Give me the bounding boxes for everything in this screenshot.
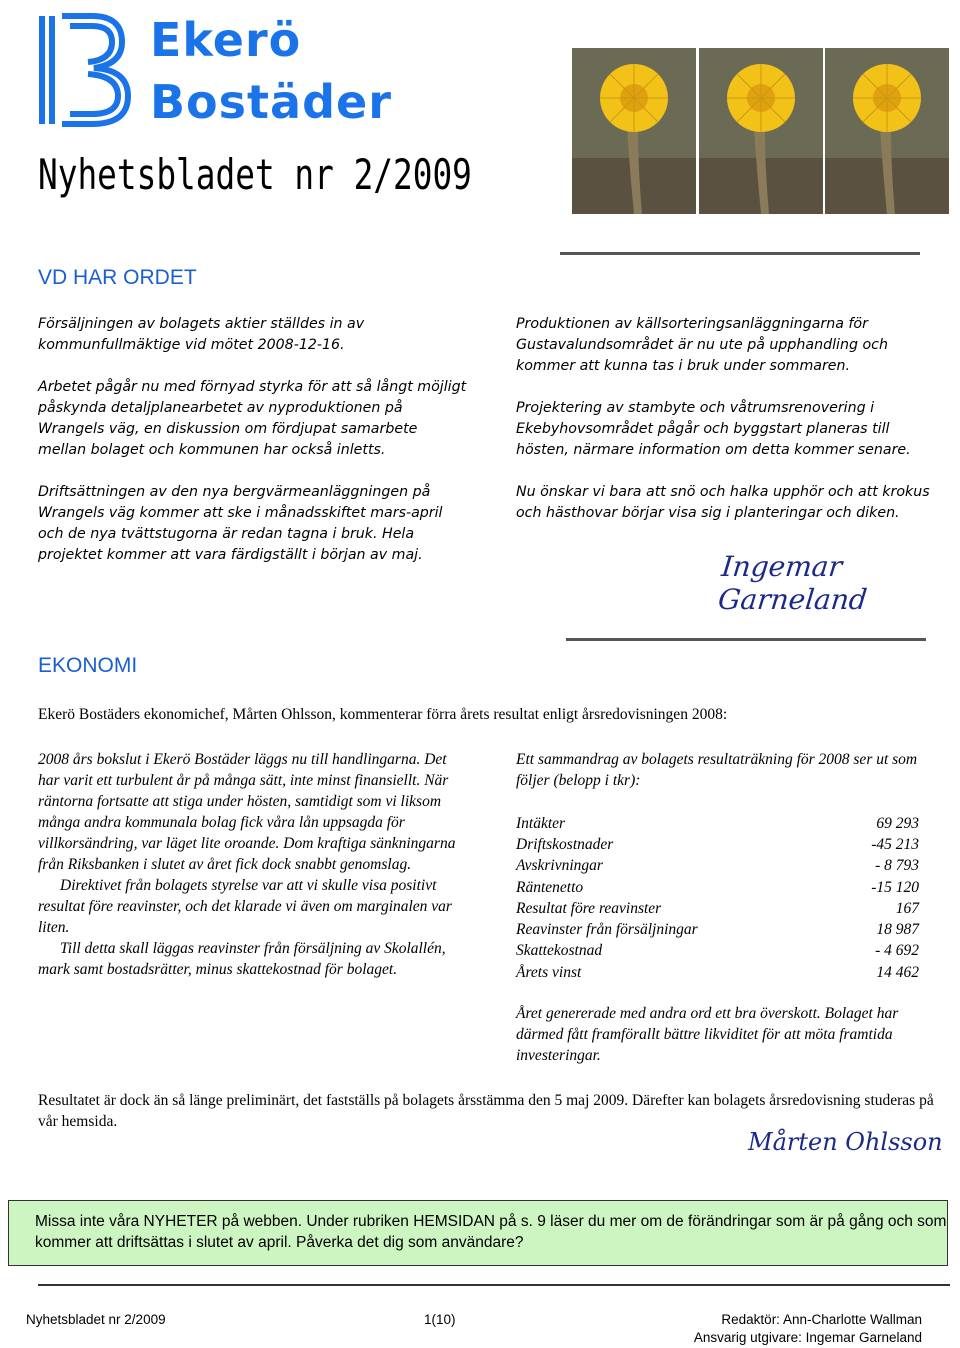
row-value: 14 462 [876,963,919,981]
paragraph: 2008 års bokslut i Ekerö Bostäder läggs nu till handlingarna. Det har varit ett turbulent år på många sätt, inte minst finansiellt. När räntorna fortsatte att stiga under hösten, samtidigt som vi liksom många andra kommunala bolag fick våra lån uppsagda för villkorsändring, var läget lite oroande. Dom kraftiga sänkningarna från Riksbanken i slutet av året fick dock snabbt genomslag. [38,751,456,873]
row-label: Skattekostnad [516,942,603,960]
coltsfoot-photo [699,48,824,214]
table-row [516,877,919,898]
web-notice-box [8,1200,948,1266]
ekonomi-right-column [516,749,946,1066]
signature-marten: Mårten Ohlsson [748,1128,943,1156]
signature-ingemar: Ingemar Garneland [716,550,869,616]
row-label: Intäkter [516,814,566,832]
table-row [516,898,919,919]
divider [560,252,920,255]
footer-editor: Redaktör: Ann-Charlotte Wallman [721,1312,922,1327]
paragraph: Produktionen av källsorteringsanläggningarna för Gustavalundsområdet är nu ute på upphandling och kommer att kunna tas i bruk under sommaren. [516,316,888,374]
paragraph: Året genererade med andra ord ett bra överskott. Bolaget har därmed fått framförallt bättre likviditet för att möta framtida investeringar. [516,1005,899,1065]
vd-right-column [516,314,936,524]
paragraph: Direktivet från bolagets styrelse var att vi skulle visa positivt resultat före reavinster, och det klarade vi även om marginalen var liten. [38,877,452,936]
logo-mark-icon [22,6,142,134]
row-label: Driftskostnader [516,835,614,853]
page-title: Nyhetsbladet nr 2/2009 [38,150,472,199]
row-label: Resultat före reavinster [516,899,662,917]
section-heading-vd: VD HAR ORDET [38,266,197,289]
row-label: Reavinster från försäljningar [516,921,698,939]
table-row [516,919,919,940]
ekonomi-left-column [38,749,468,980]
ekonomi-intro: Ekerö Bostäders ekonomichef, Mårten Ohlsson, kommenterar förra årets resultat enligt årsredovisningen 2008: [38,706,728,723]
divider [566,638,926,641]
table-row [516,813,919,834]
table-row [516,856,919,877]
row-value: -15 120 [871,878,919,896]
footer-left: Nyhetsbladet nr 2/2009 [26,1312,166,1327]
row-value: -45 213 [871,835,919,853]
row-value: 69 293 [876,814,919,832]
table-row [516,962,919,983]
paragraph: Ett sammandrag av bolagets resultaträkning för 2008 ser ut som följer (belopp i tkr): [516,751,918,789]
paragraph: Nu önskar vi bara att snö och halka upphör och att krokus och hästhovar börjar visa sig i planteringar och diken. [516,484,930,521]
income-statement-table [516,813,919,983]
paragraph: Försäljningen av bolagets aktier ställdes in av kommunfullmäktige vid mötet 2008-12-16. [38,316,365,353]
footer-publisher: Ansvarig utgivare: Ingemar Garneland [693,1330,922,1345]
row-value: 167 [895,899,919,917]
paragraph: Projektering av stambyte och våtrumsrenovering i Ekebyhovsområdet pågår och byggstart planeras till hösten, närmare information om detta kommer senare. [516,400,911,458]
coltsfoot-photo [572,48,697,214]
company-logo [22,6,422,136]
section-heading-ekonomi: EKONOMI [38,654,138,677]
row-label: Räntenetto [516,878,584,896]
row-label: Avskrivningar [516,857,603,875]
row-value: - 8 793 [875,857,919,875]
ekonomi-conclusion: Resultatet är dock än så länge preliminärt, det fastställs på bolagets årsstämma den 5 maj 2009. Därefter kan bolagets årsredovisning studeras på vår hemsida. [38,1092,934,1130]
paragraph: Till detta skall läggas reavinster från försäljning av Skolallén, mark samt bostadsrätter, minus skattekostnad för bolaget. [38,940,446,978]
row-value: - 4 692 [875,942,919,960]
logo-line2: Bostäder [150,75,392,129]
paragraph: Driftsättningen av den nya bergvärmeanläggningen på Wrangels väg kommer att ske i månadsskiftet mars-april och de nya tvättstugorna är redan tagna i bruk. Hela projektet kommer att vara färdigställt i början av maj. [38,484,443,563]
flower-photos [572,48,950,214]
footer-rule [38,1284,950,1286]
notice-text: Missa inte våra NYHETER på webben. Under rubriken HEMSIDAN på s. 9 läser du mer om de förändringar som är på gång och som kommer att driftsättas i slutet av april. Påverka det dig som användare? [35,1213,947,1251]
row-value: 18 987 [876,921,919,939]
paragraph: Arbetet pågår nu med förnyad styrka för att så långt möjligt påskynda detaljplanearbetet av nyproduktionen på Wrangels väg, en diskussion om fördjupat samarbete mellan bolaget och kommunen har också inletts. [38,379,467,458]
flower-image-icon [572,48,696,214]
table-row [516,941,919,962]
row-label: Årets vinst [516,963,582,981]
flower-image-icon [699,48,823,214]
coltsfoot-photo [825,48,950,214]
flower-image-icon [825,48,949,214]
table-row [516,834,919,855]
footer-page-number: 1(10) [424,1312,456,1327]
logo-line1: Ekerö [150,13,302,67]
vd-left-column [38,314,468,566]
